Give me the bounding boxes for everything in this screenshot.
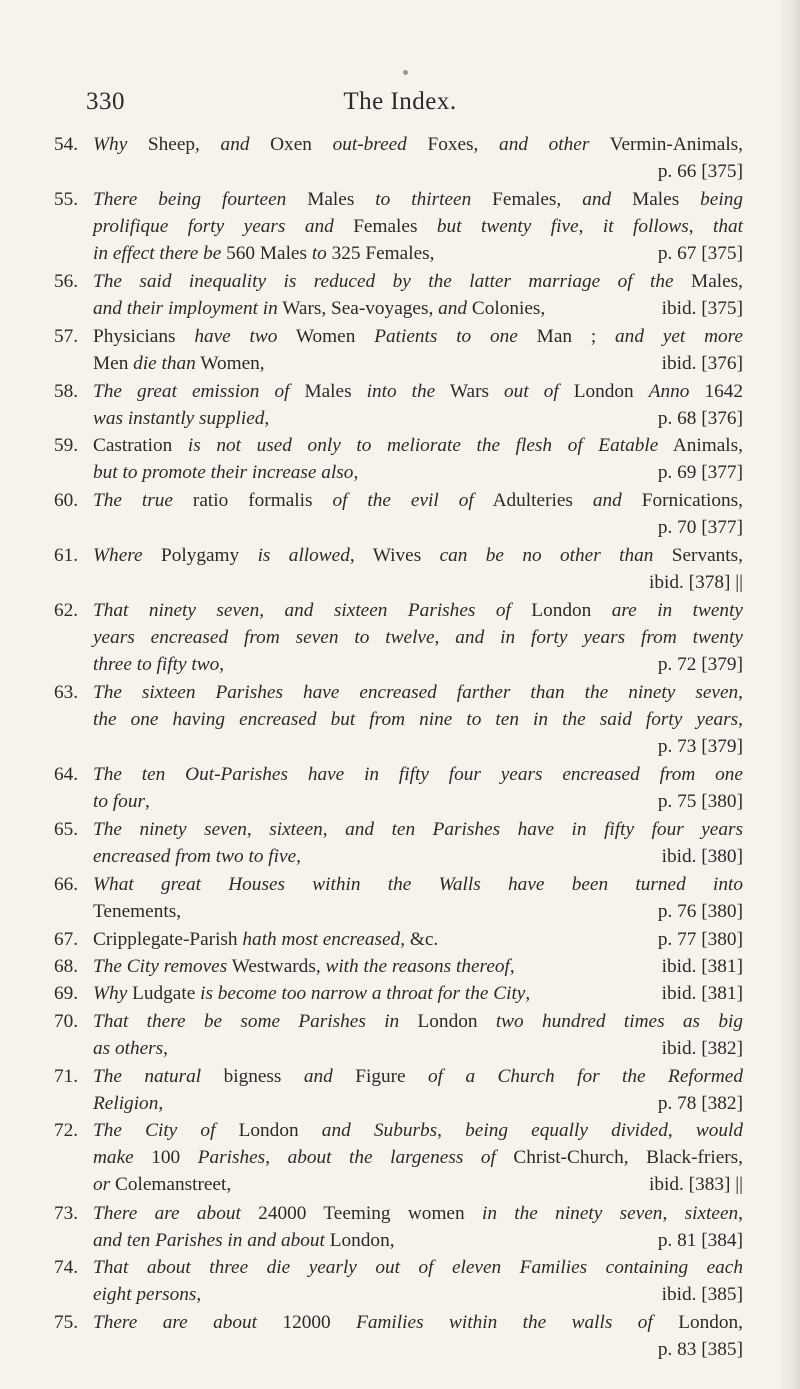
page-reference: p. 83 [385] — [657, 1339, 743, 1361]
entry-number: 67. — [54, 928, 79, 950]
entry-text — [93, 268, 743, 322]
entry-reference-line — [93, 405, 743, 432]
entry-line: The great emission of Males into the Wars out of London Anno 1642 — [93, 380, 744, 402]
entry-line: The ten Out-Parishes have in fifty four years encreased from one — [93, 764, 743, 786]
entry-line: prolifique forty years and Females but twenty five, it follows, that — [93, 215, 743, 237]
entry-line-text: encreased from two to five, — [93, 846, 301, 867]
entry-line: The said inequality is reduced by the latter marriage of the Males, — [93, 271, 744, 292]
entry-number: 60. — [54, 490, 79, 512]
entry-reference-line — [93, 898, 743, 925]
printer-mark — [403, 70, 408, 75]
entry-reference-line — [93, 980, 743, 1007]
entry-line: The ninety seven, sixteen, and ten Parishes have in fifty four years — [93, 819, 743, 840]
entry-text — [93, 432, 743, 486]
page-reference: p. 69 [377] — [657, 462, 743, 484]
entry-line-text: but to promote their increase also, — [93, 462, 359, 484]
entry-line: Why Sheep, and Oxen out-breed Foxes, and other Vermin-Animals, — [93, 134, 744, 155]
entry-number: 58. — [54, 380, 79, 402]
entry-line-text: to four, — [93, 791, 150, 813]
entry-line: years encreased from seven to twelve, and in forty years from twenty — [93, 626, 743, 648]
entry-reference-line — [93, 651, 743, 678]
entry-number: 66. — [54, 873, 79, 895]
entry-line: There being fourteen Males to thirteen Females, and Males being — [93, 188, 743, 210]
entry-line: What great Houses within the Walls have been turned into — [93, 873, 743, 895]
entry-number: 55. — [54, 188, 79, 210]
entry-line-text: in effect there be 560 Males to 325 Females, — [93, 242, 435, 264]
page-reference: ibid. [381] — [661, 983, 743, 1005]
page-reference: ibid. [380] — [661, 846, 743, 867]
entry-line-text: Religion, — [93, 1092, 164, 1114]
page-reference: ibid. [378] || — [649, 572, 743, 593]
entry-reference-line — [93, 1035, 743, 1062]
entry-line: The sixteen Parishes have encreased farther than the ninety seven, — [93, 682, 743, 703]
entry-line: make 100 Parishes, about the largeness of Christ-Church, Black-friers, — [93, 1147, 744, 1169]
entry-number: 56. — [54, 271, 79, 292]
page-reference: p. 76 [380] — [657, 900, 743, 922]
entry-line-text: The City removes Westwards, with the reasons thereof, — [93, 956, 515, 977]
entry-line-text: was instantly supplied, — [93, 407, 270, 429]
entry-line: Physicians have two Women Patients to one Man ; and yet more — [93, 325, 743, 347]
entry-reference-line — [93, 295, 743, 322]
page-reference: ibid. [385] — [661, 1284, 743, 1306]
entry-line: Where Polygamy is allowed, Wives can be no other than Servants, — [93, 545, 743, 566]
entry-line-text: as others, — [93, 1037, 168, 1059]
entry-reference-line — [93, 843, 743, 870]
page-reference: p. 66 [375] — [657, 161, 743, 182]
entry-number: 74. — [54, 1257, 79, 1279]
entry-reference-line — [93, 1090, 743, 1117]
entry-line: That about three die yearly out of eleven Families containing each — [93, 1257, 743, 1279]
entry-line-text: Tenements, — [93, 900, 182, 922]
entry-line: That there be some Parishes in London two hundred times as big — [93, 1010, 744, 1032]
entry-number: 68. — [54, 956, 79, 977]
entry-text — [93, 597, 743, 678]
page-reference: ibid. [383] || — [649, 1174, 743, 1196]
entry-line-text: Why Ludgate is become too narrow a throat for the City, — [93, 983, 531, 1005]
page-reference: p. 68 [376] — [657, 407, 743, 429]
entry-reference-line — [93, 788, 743, 815]
entry-line-text: three to fifty two, — [93, 653, 225, 675]
entry-number: 61. — [54, 545, 79, 566]
entry-reference-line — [93, 1281, 743, 1308]
entry-number: 75. — [54, 1312, 79, 1334]
entry-line-text: and ten Parishes in and about London, — [93, 1229, 395, 1251]
entry-reference-line — [93, 953, 743, 980]
page-reference: p. 73 [379] — [657, 736, 743, 757]
page-reference: ibid. [381] — [661, 956, 743, 977]
running-head: The Index. — [343, 88, 457, 115]
entry-text — [93, 1254, 743, 1308]
entry-text — [93, 1063, 743, 1117]
entry-line-text: eight persons, — [93, 1284, 202, 1306]
page-reference: p. 75 [380] — [657, 791, 743, 813]
entry-reference-line — [93, 459, 743, 486]
page-reference: p. 78 [382] — [657, 1092, 743, 1114]
entry-line-text: Cripplegate-Parish hath most encreased, &c. — [93, 928, 439, 950]
page-reference: p. 77 [380] — [657, 928, 743, 950]
entry-text — [93, 761, 743, 815]
entry-text — [93, 378, 743, 432]
entry-text — [93, 131, 743, 185]
entry-reference-line — [93, 1171, 743, 1198]
entry-line: There are about 12000 Families within the walls of London, — [93, 1312, 743, 1334]
entry-line: the one having encreased but from nine to ten in the said forty years, — [93, 709, 743, 730]
entry-number: 71. — [54, 1065, 79, 1087]
entry-reference-line — [93, 350, 743, 377]
entry-reference-line — [93, 1336, 743, 1363]
entry-text — [93, 1200, 743, 1254]
entry-text — [93, 980, 743, 1007]
entry-text — [93, 487, 743, 541]
entry-number: 62. — [54, 599, 79, 621]
page-header — [0, 88, 800, 128]
entry-line-text: and their imployment in Wars, Sea-voyages, and Colonies, — [93, 298, 546, 319]
page-number: 330 — [86, 88, 125, 115]
entry-reference-line — [93, 240, 743, 267]
entry-number: 65. — [54, 819, 79, 840]
entry-reference-line — [93, 569, 743, 596]
entry-number: 69. — [54, 983, 79, 1005]
entry-number: 63. — [54, 682, 79, 703]
entry-text — [93, 323, 743, 377]
entry-line-text: or Colemanstreet, — [93, 1174, 232, 1196]
page-reference: ibid. [375] — [661, 298, 743, 319]
entry-text — [93, 186, 743, 267]
page-reference: p. 81 [384] — [657, 1229, 743, 1251]
entry-reference-line — [93, 926, 743, 953]
page-reference: ibid. [382] — [661, 1037, 743, 1059]
entry-text — [93, 953, 743, 980]
entry-line: The natural bigness and Figure of a Church for the Reformed — [93, 1065, 744, 1087]
entry-text — [93, 1309, 743, 1363]
entry-number: 57. — [54, 325, 79, 347]
page-reference: p. 67 [375] — [657, 242, 743, 264]
entry-line: The City of London and Suburbs, being equally divided, would — [93, 1120, 744, 1142]
entry-text — [93, 1117, 743, 1198]
entry-line-text: Men die than Women, — [93, 352, 265, 374]
entry-number: 73. — [54, 1202, 79, 1224]
entry-text — [93, 542, 743, 596]
entry-line: The true ratio formalis of the evil of Adulteries and Fornications, — [93, 490, 743, 512]
entry-text — [93, 871, 743, 925]
entry-number: 59. — [54, 435, 79, 457]
entry-line: There are about 24000 Teeming women in the ninety seven, sixteen, — [93, 1202, 743, 1224]
page-reference: ibid. [376] — [661, 352, 743, 374]
entry-number: 70. — [54, 1010, 79, 1032]
entry-line: That ninety seven, and sixteen Parishes of London are in twenty — [93, 599, 743, 621]
entry-text — [93, 926, 743, 953]
entry-text — [93, 1008, 743, 1062]
entry-reference-line — [93, 733, 743, 760]
entry-text — [93, 816, 743, 870]
page-reference: p. 72 [379] — [657, 653, 743, 675]
entry-text — [93, 679, 743, 760]
entry-line: Castration is not used only to meliorate the flesh of Eatable Animals, — [93, 435, 743, 457]
entry-reference-line — [93, 514, 743, 541]
entry-number: 72. — [54, 1120, 79, 1142]
entry-number: 64. — [54, 764, 79, 786]
page-edge-shadow — [778, 0, 800, 1389]
page-reference: p. 70 [377] — [657, 517, 743, 539]
entry-number: 54. — [54, 134, 79, 155]
entry-reference-line — [93, 158, 743, 185]
entry-reference-line — [93, 1227, 743, 1254]
